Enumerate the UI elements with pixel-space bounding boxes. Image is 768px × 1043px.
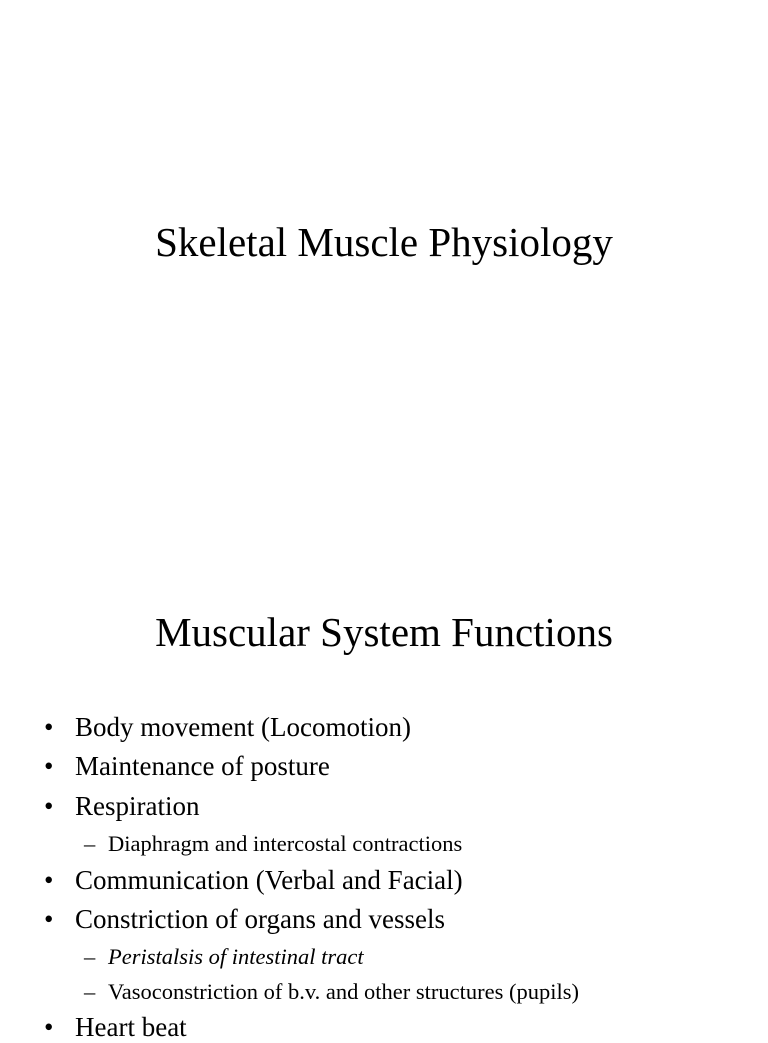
bullet-communication bbox=[44, 865, 463, 896]
bullet-mark: • bbox=[44, 1012, 54, 1042]
bullet-mark: • bbox=[44, 791, 54, 821]
bullet-constriction bbox=[44, 904, 445, 935]
sub-bullet-mark: – bbox=[84, 831, 96, 856]
bullet-mark: • bbox=[44, 712, 54, 742]
bullet-text: Constriction of organs and vessels bbox=[75, 904, 445, 934]
slide-title-muscular-system-functions: Muscular System Functions bbox=[155, 609, 613, 655]
bullet-text: Heart beat bbox=[75, 1012, 187, 1042]
bullet-text: Communication (Verbal and Facial) bbox=[75, 865, 463, 895]
bullet-maintenance-of-posture bbox=[44, 751, 330, 782]
bullet-mark: • bbox=[44, 904, 54, 934]
bullet-text: Respiration bbox=[75, 791, 200, 821]
bullet-mark: • bbox=[44, 751, 54, 781]
sub-bullet-text: Peristalsis of intestinal tract bbox=[108, 944, 364, 969]
sub-bullet-peristalsis bbox=[84, 943, 364, 970]
bullet-text: Body movement (Locomotion) bbox=[75, 712, 411, 742]
bullet-body-movement bbox=[44, 712, 411, 743]
sub-bullet-vasoconstriction bbox=[84, 978, 579, 1005]
sub-bullet-text: Diaphragm and intercostal contractions bbox=[108, 831, 463, 856]
sub-bullet-text: Vasoconstriction of b.v. and other structures (pupils) bbox=[108, 979, 579, 1004]
bullet-text: Maintenance of posture bbox=[75, 751, 330, 781]
bullet-mark: • bbox=[44, 865, 54, 895]
sub-bullet-mark: – bbox=[84, 944, 96, 969]
slide-title-skeletal-muscle-physiology: Skeletal Muscle Physiology bbox=[155, 219, 613, 265]
bullet-respiration bbox=[44, 791, 199, 822]
bullet-heart-beat bbox=[44, 1012, 187, 1043]
sub-bullet-mark: – bbox=[84, 979, 96, 1004]
sub-bullet-diaphragm bbox=[84, 830, 462, 857]
